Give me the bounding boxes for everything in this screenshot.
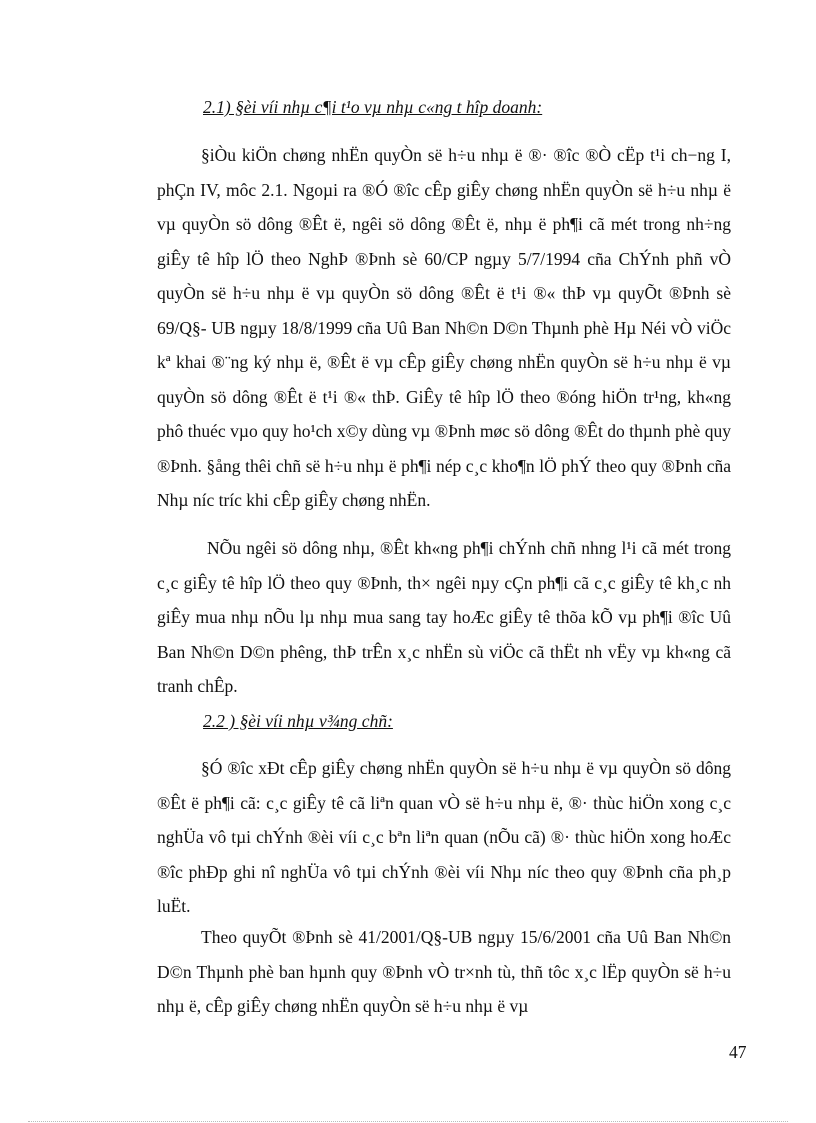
- paragraph-absent-owner: §Ó ®îc xÐt cÊp giÊy chøng nhËn quyÒn së h÷u nhµ ë vµ quyÒn sö dông ®Êt ë ph¶i cã: c¸c giÊy tê cã liªn quan vÒ së h÷u nhµ ë, ®· thùc hiÖn xong c¸c nghÜa vô tµi chÝnh ®èi víi c¸c bªn liªn quan (nÕu cã) ®· thùc hiÖn xong hoÆc ®îc phÐp ghi nî nghÜa vô tµi chÝnh ®èi víi Nhµ níc theo quy ®Þnh cña ph¸p luËt.: [157, 758, 731, 916]
- paragraph-non-owner: NÕu ngêi sö dông nhµ, ®Êt kh«ng ph¶i chÝnh chñ nhng l¹i cã mét trong c¸c giÊy tê hîp lÖ theo quy ®Þnh, th× ngêi nµy cÇn ph¶i cã c¸c giÊy tê kh¸c nh giÊy mua nhµ nÕu lµ nhµ mua sang tay hoÆc giÊy tê thõa kÕ vµ ph¶i ®îc Uû Ban Nh©n D©n phêng, thÞ trÊn x¸c nhËn sù viÖc cã thËt nh vËy vµ kh«ng cã tranh chÊp.: [157, 538, 731, 696]
- section-heading-2-1: 2.1) §èi víi nhµ c¶i t¹o vµ nhµ c«ng t hîp doanh:: [203, 97, 543, 117]
- paragraph-conditions: §iÒu kiÖn chøng nhËn quyÒn së h÷u nhµ ë ®· ®îc ®Ò cËp t¹i ch−ng I, phÇn IV, môc 2.1. Ngoµi ra ®Ó ®îc cÊp giÊy chøng nhËn quyÒn së h÷u nhµ ë vµ quyÒn sö dông ®Êt ë, ngêi sö dông ®Êt ë, nhµ ë ph¶i cã mét trong nh÷ng giÊy tê hîp lÖ theo NghÞ ®Þnh sè 60/CP ngµy 5/7/1994 cña ChÝnh phñ vÒ quyÒn së h÷u nhµ ë vµ quyÒn sö dông ®Êt ë t¹i ®« thÞ vµ quyÕt ®Þnh sè 69/Q§- UB ngµy 18/8/1999 cña Uû Ban Nh©n D©n Thµnh phè Hµ Néi vÒ viÖc kª khai ®¨ng ký nhµ ë, ®Êt ë vµ cÊp giÊy chøng nhËn quyÒn së h÷u nhµ ë vµ quyÒn sö dông ®Êt ë t¹i ®« thÞ. GiÊy tê hîp lÖ theo ®óng hiÖn tr¹ng, kh«ng phô thuéc vµo quy ho¹ch x©y dùng vµ ®Þnh møc sö dông ®Êt do thµnh phè quy ®Þnh. §ång thêi chñ së h÷u nhµ ë ph¶i nép c¸c kho¶n lÖ phÝ theo quy ®Þnh cña Nhµ níc tríc khi cÊp giÊy chøng nhËn.: [157, 145, 731, 510]
- section-heading-2-2: 2.2 ) §èi víi nhµ v¾ng chñ:: [203, 711, 393, 731]
- paragraph-decision-41: Theo quyÕt ®Þnh sè 41/2001/Q§-UB ngµy 15/6/2001 cña Uû Ban Nh©n D©n Thµnh phè ban hµnh quy ®Þnh vÒ tr×nh tù, thñ tôc x¸c lËp quyÒn së h÷u nhµ ë, cÊp giÊy chøng nhËn quyÒn së h÷u nhµ ë vµ: [157, 927, 731, 1016]
- page-number: 47: [729, 1042, 747, 1062]
- page-bottom-divider: [28, 1121, 788, 1122]
